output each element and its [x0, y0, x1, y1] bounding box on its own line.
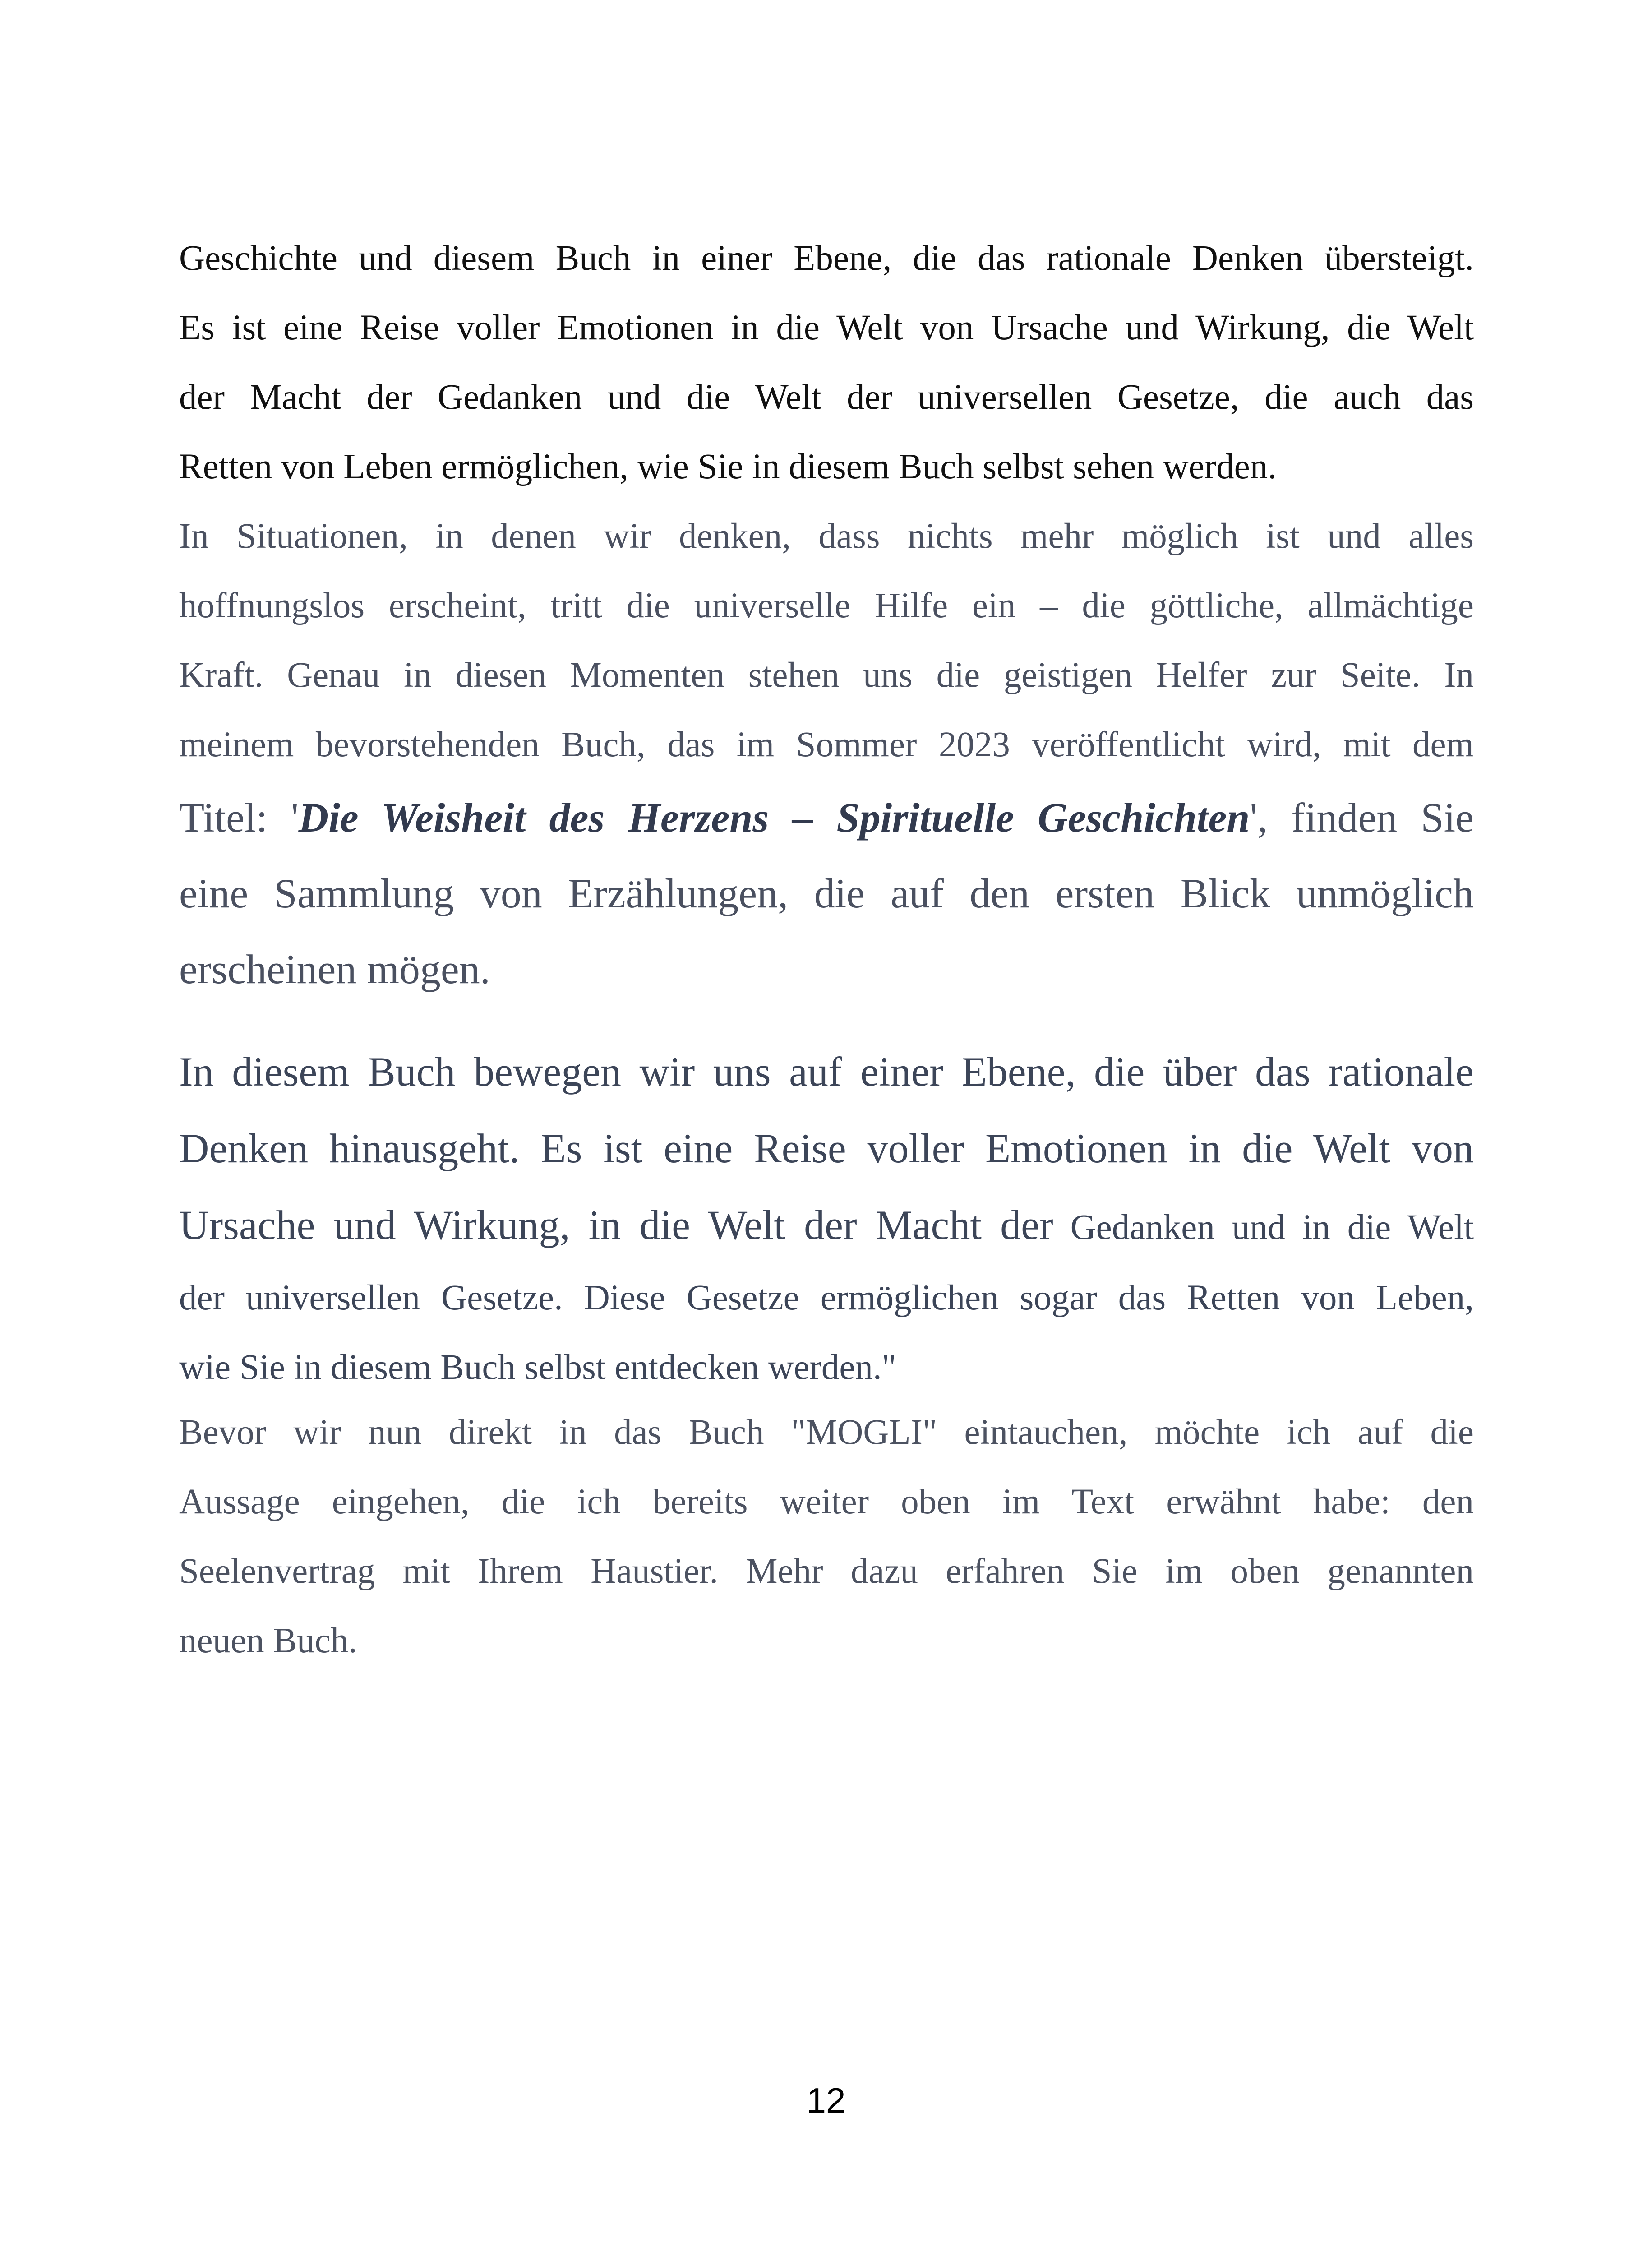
paragraph-3-line-1: In diesem Buch bewegen wir uns auf einer Ebene, die über das rationale [179, 1049, 1474, 1095]
paragraph-1-line-2: Es ist eine Reise voller Emotionen in die Welt von Ursache und Wirkung, die Welt [179, 308, 1474, 347]
paragraph-3-line-3 [179, 1187, 1474, 1263]
paragraph-3-line-2: Denken hinausgeht. Es ist eine Reise voller Emotionen in die Welt von [179, 1125, 1474, 1171]
title-prefix: Titel: ' [179, 795, 299, 841]
paragraph-1-line-3: der Macht der Gedanken und die Welt der universellen Gesetze, die auch das [179, 378, 1474, 417]
paragraph-1-line-1: Geschichte und diesem Buch in einer Ebene, die das rationale Denken übersteigt. [179, 239, 1474, 278]
book-title: Die Weisheit des Herzens – Spirituelle Geschichten [298, 795, 1250, 841]
page-number: 12 [806, 2080, 846, 2120]
paragraph-3-line-4: der universellen Gesetze. Diese Gesetze ermöglichen sogar das Retten von Leben, [179, 1278, 1474, 1318]
paragraph-2-line-4: meinem bevorstehenden Buch, das im Sommer 2023 veröffentlicht wird, mit dem [179, 725, 1474, 764]
paragraph-2-title-line [179, 780, 1474, 855]
paragraph-1 [179, 224, 1474, 502]
paragraph-2-line-7: erscheinen mögen. [179, 946, 490, 992]
paragraph-2 [179, 502, 1474, 1007]
paragraph-3-line-5: wie Sie in diesem Buch selbst entdecken werden." [179, 1348, 896, 1387]
paragraph-3-line-3-large: Ursache und Wirkung, in die Welt der Macht der [179, 1202, 1053, 1248]
paragraph-4-line-4: neuen Buch. [179, 1621, 357, 1660]
paragraph-2-line-2: hoffnungslos erscheint, tritt die universelle Hilfe ein – die göttliche, allmächtige [179, 586, 1474, 625]
paragraph-3-line-3-small: Gedanken und in die Welt [1053, 1208, 1474, 1247]
paragraph-2-line-6: eine Sammlung von Erzählungen, die auf den ersten Blick unmöglich [179, 870, 1474, 916]
paragraph-4-line-2: Aussage eingehen, die ich bereits weiter oben im Text erwähnt habe: den [179, 1482, 1474, 1521]
paragraph-2-line-3: Kraft. Genau in diesen Momenten stehen uns die geistigen Helfer zur Seite. In [179, 656, 1474, 695]
title-suffix: ', finden Sie [1250, 795, 1474, 841]
paragraph-4 [179, 1398, 1474, 1676]
paragraph-2-line-1: In Situationen, in denen wir denken, dass nichts mehr möglich ist und alles [179, 517, 1474, 556]
paragraph-4-line-1: Bevor wir nun direkt in das Buch "MOGLI" eintauchen, möchte ich auf die [179, 1413, 1474, 1452]
paragraph-4-line-3: Seelenvertrag mit Ihrem Haustier. Mehr dazu erfahren Sie im oben genannten [179, 1552, 1474, 1591]
paragraph-3 [179, 1033, 1474, 1402]
paragraph-1-line-4: Retten von Leben ermöglichen, wie Sie in diesem Buch selbst sehen werden. [179, 447, 1277, 486]
